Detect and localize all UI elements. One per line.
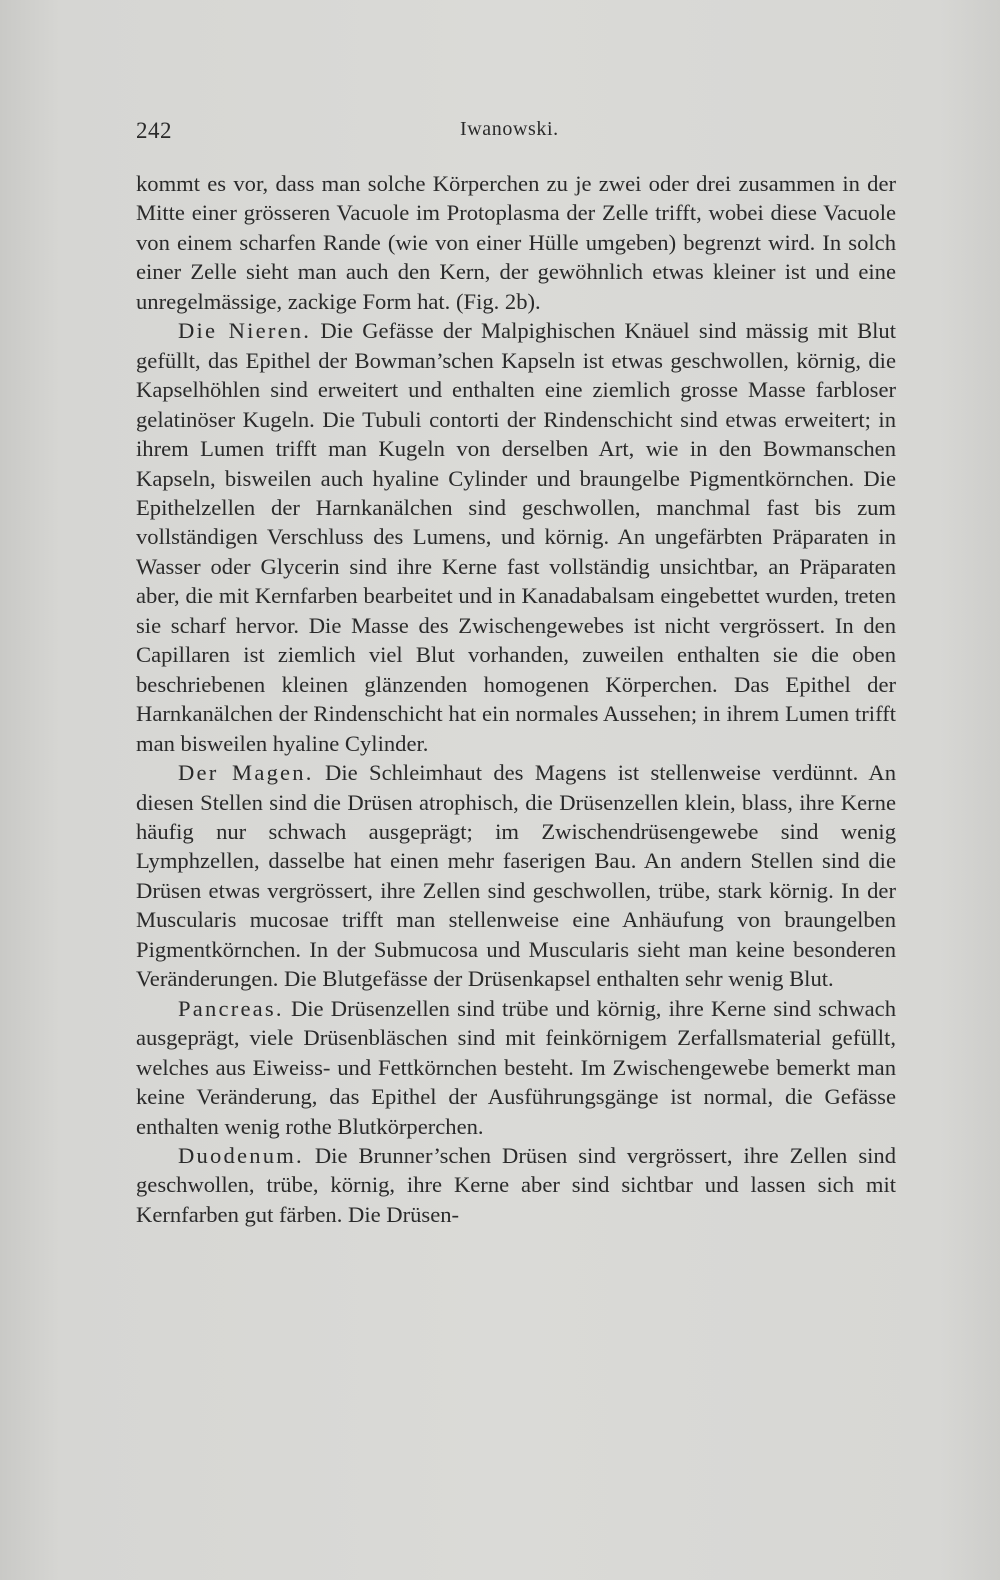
paragraph-text: kommt es vor, dass man solche Körperchen zu je zwei oder drei zusammen in der Mitte einer grösseren Vacuole im Protoplasma der Zelle trifft, wobei diese Vacuole von einem scharfen Rande (wie von einer Hülle umgeben) begrenzt wird. In solch einer Zelle sieht man auch den Kern, der gewöhnlich etwas kleiner ist und eine unregelmässige, zackige Form hat. (Fig. 2b).: [136, 171, 896, 314]
page-number: 242: [136, 118, 172, 143]
section-heading-duodenum: Duodenum.: [178, 1142, 304, 1168]
paragraph-text: Die Drüsenzellen sind trübe und körnig, ihre Kerne sind schwach ausgeprägt, viele Drüsenbläschen sind mit feinkörnigem Zerfallsmaterial gefüllt, welches aus Eiweiss- und Fettkörnchen besteht. Im Zwischengewebe bemerkt man keine Veränderung, das Epithel der Ausführungsgänge ist normal, die Gefässe enthalten wenig rothe Blutkörperchen.: [136, 995, 896, 1139]
running-head: [136, 118, 896, 148]
paragraph-text: Die Schleimhaut des Magens ist stellenweise verdünnt. An diesen Stellen sind die Drüsen atrophisch, die Drüsenzellen klein, blass, ihre Kerne häufig nur schwach ausgeprägt; im Zwischendrüsengewebe sind wenig Lymphzellen, dasselbe hat einen mehr faserigen Bau. An andern Stellen sind die Drüsen etwas vergrössert, ihre Zellen sind geschwollen, trübe, stark körnig. In der Muscularis mucosae trifft man stellenweise eine Anhäufung von braungelben Pigmentkörnchen. In der Submucosa und Muscularis sieht man keine besonderen Veränderungen. Die Blutgefässe der Drüsenkapsel enthalten sehr wenig Blut.: [136, 760, 896, 992]
paragraph-nieren: [136, 316, 896, 758]
paragraph-duodenum: [136, 1141, 896, 1229]
running-title: Iwanowski.: [460, 118, 559, 140]
section-heading-nieren: Die Nieren.: [178, 318, 312, 344]
section-heading-magen: Der Magen.: [178, 760, 314, 786]
paragraph-text: Die Gefässe der Malpighischen Knäuel sind mässig mit Blut gefüllt, das Epithel der Bowman’schen Kapseln ist etwas geschwollen, körnig, die Kapselhöhlen sind erweitert und enthalten eine ziemlich grosse Masse farbloser gelatinöser Kugeln. Die Tubuli contorti der Rindenschicht sind etwas erweitert; in ihrem Lumen trifft man Kugeln von derselben Art, wie in den Bowmanschen Kapseln, bisweilen auch hyaline Cylinder und braungelbe Pigmentkörnchen. Die Epithelzellen der Harnkanälchen sind geschwollen, manchmal fast bis zum vollständigen Verschluss des Lumens, und körnig. An ungefärbten Präparaten in Wasser oder Glycerin sind ihre Kerne fast vollständig unsichtbar, an Präparaten aber, die mit Kernfarben bearbeitet und in Kanadabalsam eingebettet wurden, treten sie scharf hervor. Die Masse des Zwischengewebes ist nicht vergrössert. In den Capillaren ist ziemlich viel Blut vorhanden, zuweilen enthalten sie die oben beschriebenen kleinen glänzenden homogenen Körperchen. Das Epithel der Harnkanälchen der Rindenschicht hat ein normales Aussehen; in ihrem Lumen trifft man bisweilen hyaline Cylinder.: [136, 318, 896, 756]
section-heading-pancreas: Pancreas.: [178, 995, 284, 1021]
paragraph-continuation: [136, 169, 896, 316]
body-text: [136, 169, 896, 1229]
paragraph-magen: [136, 758, 896, 994]
paragraph-text: Die Brunner’schen Drüsen sind vergrössert, ihre Zellen sind geschwollen, trübe, körnig, ihre Kerne aber sind sichtbar und lassen sich mit Kernfarben gut färben. Die Drüsen-: [136, 1142, 896, 1227]
paragraph-pancreas: [136, 994, 896, 1141]
